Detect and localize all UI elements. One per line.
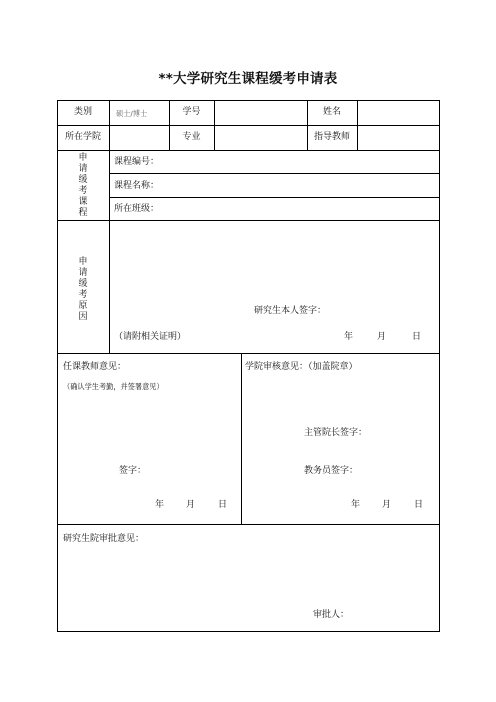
attach-proof-note: （请附相关证明） — [114, 332, 187, 342]
major-label: 专业 — [182, 132, 201, 142]
reason-side-label: 申请缓考原因 — [78, 257, 88, 322]
course-side-label: 申请缓考课程 — [78, 153, 88, 218]
table-border-left — [57, 100, 58, 632]
row-divider — [57, 150, 440, 151]
form-title: **大学研究生课程缓考申请表 — [158, 71, 338, 87]
reason-month: 月 — [377, 332, 387, 342]
secretary-signature-label[interactable]: 教务员签字： — [304, 466, 359, 476]
course-class-label[interactable]: 所在班级： — [114, 204, 160, 214]
teacher-year: 年 — [155, 500, 165, 510]
college-label: 所在学院 — [64, 132, 101, 142]
category-label: 类别 — [73, 107, 92, 117]
row-divider — [57, 524, 440, 525]
row-divider — [57, 125, 440, 126]
reason-year: 年 — [344, 332, 354, 342]
row-divider — [57, 353, 440, 354]
name-label: 姓名 — [322, 107, 341, 117]
teacher-day: 日 — [218, 500, 228, 510]
teacher-signature-label[interactable]: 签字： — [119, 466, 147, 476]
col-divider — [109, 100, 110, 353]
approver-signature-label[interactable]: 审批人： — [313, 610, 350, 620]
table-border-right — [439, 100, 440, 632]
advisor-field[interactable] — [362, 132, 436, 143]
student-id-label: 学号 — [182, 107, 201, 117]
table-border-top — [57, 100, 440, 101]
college-month: 月 — [382, 500, 392, 510]
major-field[interactable] — [219, 132, 304, 143]
course-code-label[interactable]: 课程编号： — [114, 157, 160, 167]
college-field[interactable] — [114, 132, 166, 143]
row-divider — [109, 173, 440, 174]
dean-signature-label[interactable]: 主管院长签字： — [304, 428, 368, 438]
teacher-opinion-note: （确认学生考勤，并签署意见） — [63, 382, 164, 391]
row-divider — [109, 197, 440, 198]
student-id-field[interactable] — [219, 107, 304, 118]
college-review-heading: 学院审核意见：（加盖院章） — [245, 362, 358, 372]
college-year: 年 — [351, 500, 361, 510]
reason-day: 日 — [412, 332, 422, 342]
advisor-label: 指导教师 — [313, 132, 350, 142]
teacher-opinion-heading: 任课教师意见： — [63, 362, 127, 372]
college-day: 日 — [414, 500, 424, 510]
col-divider — [357, 100, 358, 150]
grad-school-heading: 研究生院审批意见： — [63, 534, 145, 544]
col-divider — [214, 100, 215, 150]
row-divider — [57, 220, 440, 221]
table-border-bottom — [57, 631, 440, 632]
course-name-label[interactable]: 课程名称： — [114, 181, 160, 191]
student-signature-label[interactable]: 研究生本人签字： — [254, 306, 327, 316]
teacher-month: 月 — [186, 500, 196, 510]
name-field[interactable] — [362, 107, 436, 118]
category-value[interactable]: 硕士/博士 — [116, 109, 148, 118]
col-divider — [241, 353, 242, 524]
application-form-table — [57, 100, 440, 632]
